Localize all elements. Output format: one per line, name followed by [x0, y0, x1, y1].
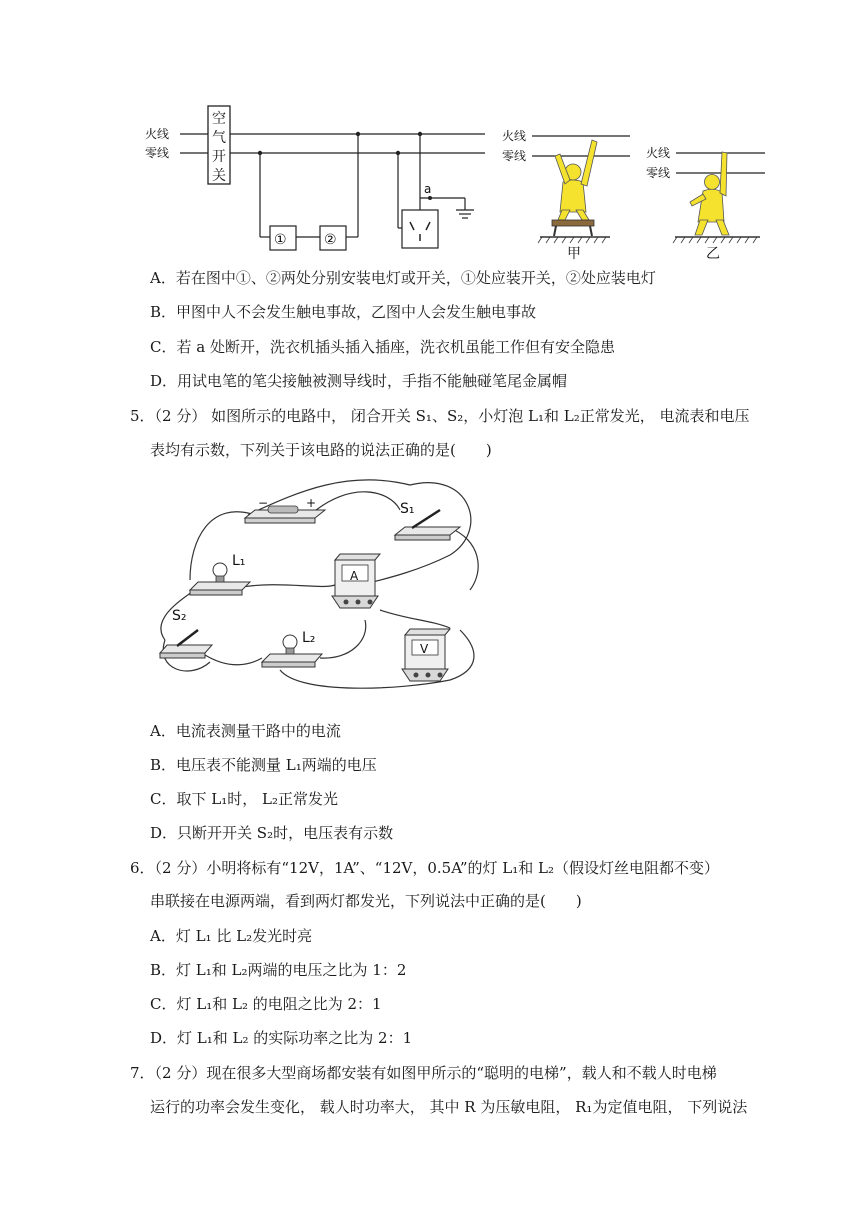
household-circuit-figure	[140, 100, 780, 265]
box-1-label: ①	[274, 232, 287, 248]
ammeter	[332, 554, 380, 608]
lamp-l1	[190, 553, 250, 595]
live-wire-label: 火线	[145, 127, 170, 141]
q5-option-c: C．取下 L₁时， L₂正常发光	[150, 790, 338, 808]
l1-label: L₁	[232, 553, 246, 569]
q5-option-a: A．电流表测量干路中的电流	[150, 722, 341, 740]
person-b-live-label: 火线	[646, 146, 671, 160]
person-a-figure	[555, 140, 597, 220]
breaker-char-2: 气	[212, 130, 226, 146]
ammeter-label: A	[350, 569, 359, 583]
wooden-stool	[552, 220, 594, 236]
physical-circuit-figure	[150, 470, 490, 700]
q5-stem-line1: 5．（2 分） 如图所示的电路中， 闭合开关 S₁、S₂，小灯泡 L₁和 L₂正常发光， 电流表和电压	[130, 407, 750, 425]
battery-plus: +	[306, 496, 317, 510]
switch-s1	[395, 501, 460, 540]
voltmeter	[402, 629, 450, 681]
three-pin-socket	[402, 210, 438, 248]
voltmeter-label: V	[420, 642, 429, 656]
q5-option-b: B．电压表不能测量 L₁两端的电压	[150, 756, 377, 774]
q6-option-c: C．灯 L₁和 L₂ 的电阻之比为 2：1	[150, 995, 382, 1013]
q7-stem-line2: 运行的功率会发生变化， 载人时功率大， 其中 R 为压敏电阻， R₁为定值电阻， 下列说法	[150, 1098, 748, 1116]
q6-option-a: A．灯 L₁ 比 L₂发光时亮	[150, 927, 313, 945]
q4-option-c: C．若 a 处断开，洗衣机插头插入插座，洗衣机虽能工作但有安全隐患	[150, 338, 615, 356]
battery	[245, 496, 325, 523]
s1-label: S₁	[400, 501, 415, 517]
q5-stem-line2: 表均有示数，下列关于该电路的说法正确的是( )	[150, 441, 492, 459]
q6-stem-line2: 串联接在电源两端，看到两灯都发光，下列说法中正确的是( )	[150, 892, 582, 910]
q7-stem-line1: 7．（2 分）现在很多大型商场都安装有如图甲所示的“聪明的电梯”，载人和不载人时电梯	[130, 1064, 717, 1082]
switch-s2	[160, 608, 212, 658]
breaker-char-4: 关	[212, 168, 226, 184]
person-b-neutral-label: 零线	[646, 166, 671, 180]
q6-option-b: B．灯 L₁和 L₂两端的电压之比为 1：2	[150, 961, 407, 979]
neutral-wire-label: 零线	[145, 146, 170, 160]
point-a-label: a	[424, 182, 432, 196]
l2-label: L₂	[302, 630, 316, 646]
lamp-l2	[262, 630, 322, 667]
q6-stem-line1: 6．（2 分）小明将标有“12V，1A”、“12V，0.5A”的灯 L₁和 L₂（假设灯丝电阻都不变）	[130, 859, 720, 877]
person-b-figure	[690, 152, 729, 235]
person-a-live-label: 火线	[502, 129, 527, 143]
person-a-caption: 甲	[567, 246, 581, 262]
breaker-char-1: 空	[212, 111, 226, 127]
s2-label: S₂	[172, 608, 187, 624]
person-b-caption: 乙	[706, 246, 720, 262]
q4-option-a: A．若在图中①、②两处分别安装电灯或开关，①处应装开关，②处应装电灯	[150, 269, 656, 287]
box-2-label: ②	[324, 232, 337, 248]
person-a-neutral-label: 零线	[502, 149, 527, 163]
q6-option-d: D．灯 L₁和 L₂ 的实际功率之比为 2：1	[150, 1029, 413, 1047]
q4-option-d: D．用试电笔的笔尖接触被测导线时，手指不能触碰笔尾金属帽	[150, 372, 568, 390]
q4-option-b: B．甲图中人不会发生触电事故，乙图中人会发生触电事故	[150, 303, 537, 321]
breaker-char-3: 开	[212, 149, 226, 165]
q5-option-d: D．只断开开关 S₂时，电压表有示数	[150, 824, 394, 842]
battery-minus: −	[258, 496, 269, 510]
